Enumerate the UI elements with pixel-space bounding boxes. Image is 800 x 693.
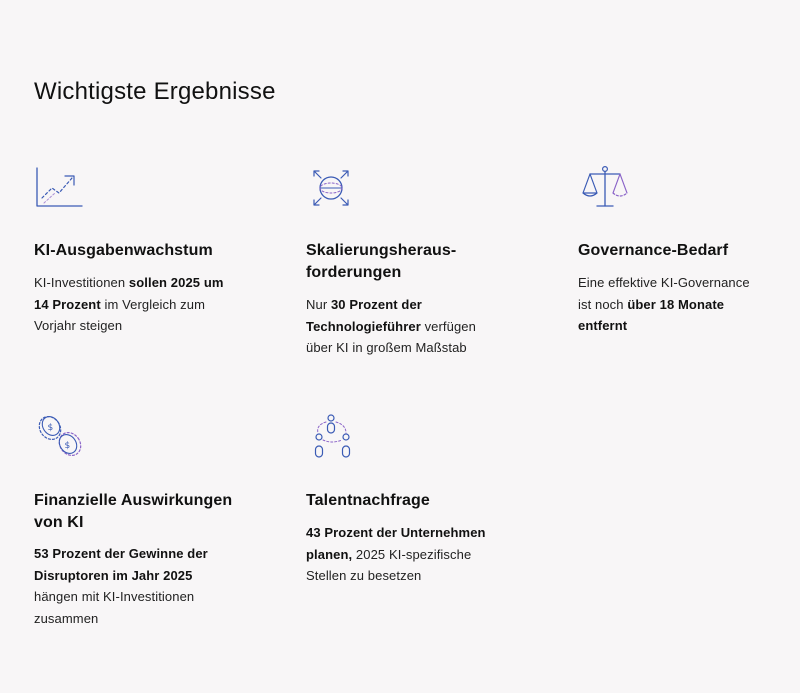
card-body: Eine effektive KI-Governance ist noch über 18 Monate entfernt [578, 275, 750, 333]
card-body: 53 Prozent der Gewinne der Disruptoren im Jahr 2025 hängen mit KI-Investitionen zusammen [34, 546, 208, 626]
card-title: KI-Ausgabenwachstum [34, 242, 213, 259]
card-body: 43 Prozent der Unternehmen planen, 2025 KI-spezifische Stellen zu besetzen [306, 525, 486, 583]
card-body: KI-Investitionen sollen 2025 um 14 Prozent im Vergleich zum Vorjahr steigen [34, 275, 224, 333]
coins-icon [34, 413, 86, 465]
card-title: Governance-Bedarf [578, 242, 729, 259]
card-body: Nur 30 Prozent der Technologieführer verfügen über KI in großem Maßstab [306, 297, 476, 355]
card-title: Talentnachfrage [306, 492, 430, 509]
growth-chart-icon [34, 165, 86, 217]
svg-text:$: $ [47, 423, 54, 433]
page-title: Wichtigste Ergebnisse [34, 78, 276, 105]
people-network-icon [306, 413, 358, 465]
balance-scale-icon [578, 165, 630, 217]
scaling-globe-icon [306, 165, 358, 217]
svg-text:$: $ [64, 441, 71, 451]
card-title: Skalierungsheraus-forderungen [306, 242, 457, 281]
card-title: Finanzielle Auswirkungen von KI [34, 492, 233, 531]
